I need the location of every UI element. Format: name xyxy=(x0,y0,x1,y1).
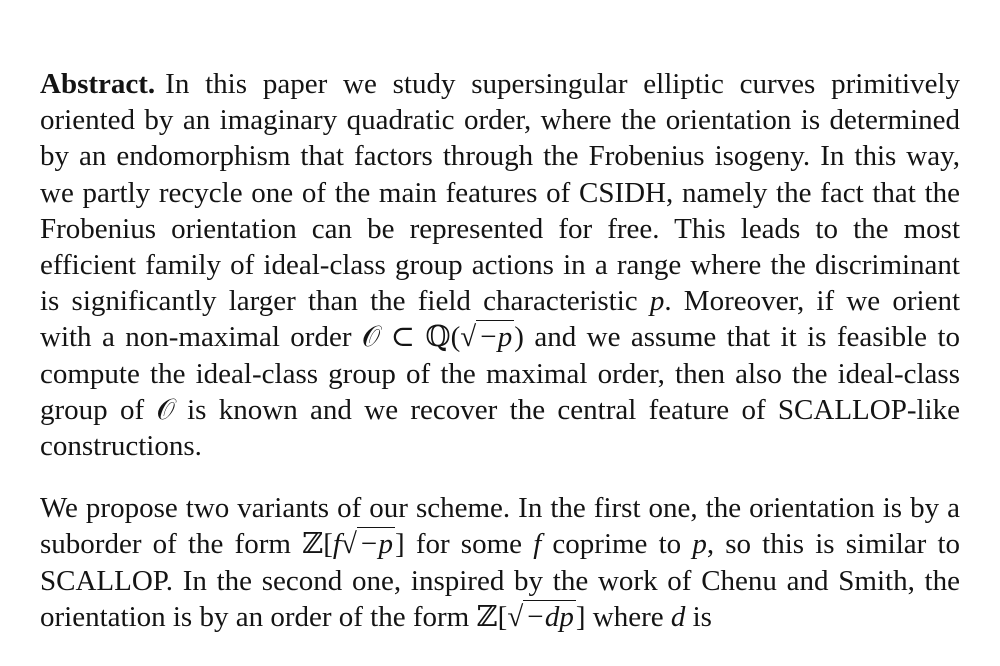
sqrt-argument: −p xyxy=(478,321,513,354)
variants-text-part-6: is xyxy=(685,600,712,633)
math-close-bracket-2: ] xyxy=(575,600,586,633)
variants-text-part-5: where xyxy=(585,600,671,633)
math-subset-symbol: ⊂ xyxy=(380,321,426,354)
variants-text-part-1: We propose two variants of our scheme. In the first one, the orientation is by a suborder of the form xyxy=(40,492,960,561)
math-var-d: d xyxy=(670,600,686,633)
math-close-paren: ) xyxy=(514,321,524,354)
abstract-label: Abstract. xyxy=(40,68,156,100)
math-var-p: p xyxy=(649,285,665,318)
sqrt-argument-3: −dp xyxy=(525,600,574,633)
variants-text-part-2: for some xyxy=(404,528,534,561)
math-ring-Z-1: ℤ[ xyxy=(302,528,333,561)
abstract-text-part-1: In this paper we study supersingular elliptic curves primitively oriented by an imaginary quadratic order, where the orientation is determined by an endomorphism that factors through the Frobenius isogeny. In this way, we partly recycle one of the main features of CSIDH, namely the fact that the Frobenius orientation can be represented for free. This leads to the most efficient family of ideal-class group actions in a range where the discriminant is significantly larger than the field characteristic xyxy=(40,68,960,318)
math-order-symbol: 𝒪 xyxy=(361,321,381,354)
abstract-text-part-3: and we assume that it is feasible to compute the ideal-class group of the maximal order, then also the ideal-class group of xyxy=(40,321,960,426)
abstract-text-part-4: is known and we recover the central feature of SCALLOP-like constructions. xyxy=(40,393,960,463)
math-close-bracket-1: ] xyxy=(394,528,405,561)
sqrt-argument-2: −p xyxy=(358,528,393,561)
math-field-Q: ℚ( xyxy=(425,321,461,354)
math-var-f-2: f xyxy=(533,528,542,561)
sqrt-sign-3: √ xyxy=(507,600,524,633)
math-sqrt-minus-p-2 xyxy=(341,527,395,560)
math-sqrt-minus-p xyxy=(460,320,514,353)
paper-page xyxy=(40,66,960,635)
abstract-paragraph xyxy=(40,66,960,464)
math-var-p-2: p xyxy=(692,528,707,561)
variants-paragraph xyxy=(40,490,960,635)
math-order-symbol-2: 𝒪 xyxy=(156,393,175,426)
math-sqrt-minus-dp xyxy=(507,600,576,633)
math-var-f-1: f xyxy=(332,528,341,561)
math-ring-Z-2: ℤ[ xyxy=(476,600,508,633)
sqrt-sign: √ xyxy=(460,321,477,354)
variants-text-part-3: coprime to xyxy=(541,528,693,561)
abstract-text-part-2: . Moreover, if we orient with a non-maximal order xyxy=(40,285,961,354)
sqrt-sign-2: √ xyxy=(340,528,357,561)
variants-text-part-4: , so this is similar to SCALLOP. In the second one, inspired by the work of Chenu and Smith, the orientation is by an order of the form xyxy=(40,528,961,633)
